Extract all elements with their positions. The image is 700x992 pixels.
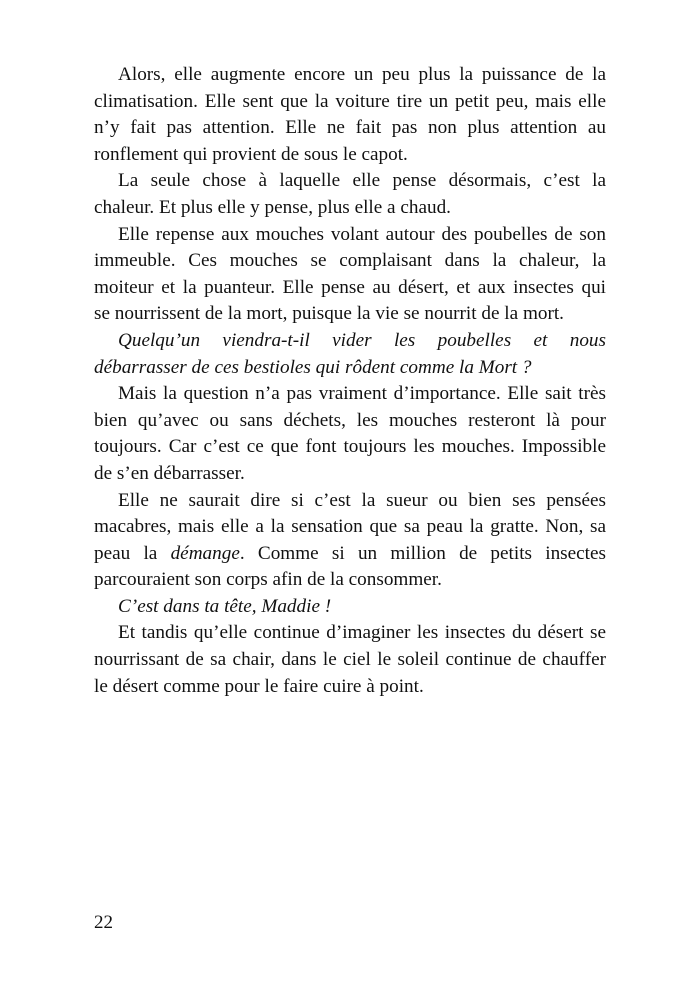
text-segment: Alors, elle augmente encore un peu plus la puissance de la — [118, 64, 606, 85]
text-segment: C’est dans ta tête, Maddie ! — [118, 595, 332, 617]
paragraph — [94, 620, 606, 700]
text-line — [94, 222, 606, 249]
paragraph — [94, 488, 606, 594]
text-line — [94, 62, 606, 89]
text-line — [94, 301, 606, 328]
paragraph — [94, 381, 606, 487]
text-segment: Elle repense aux mouches volant autour des poubelles de son — [118, 223, 606, 245]
paragraph — [94, 168, 606, 221]
paragraph — [94, 62, 606, 168]
text-segment: macabres, mais elle a la sensation que sa peau la gratte. Non, sa — [94, 516, 606, 538]
text-line — [94, 594, 606, 621]
text-segment: débarrasser de ces bestioles qui rôdent comme la Mort ? — [94, 356, 532, 378]
text-segment: immeuble. Ces mouches se complaisant dans la chaleur, la — [94, 250, 606, 272]
text-segment: Mais la question n’a pas vraiment d’importance. Elle sait très — [118, 383, 606, 405]
emphasis-text: démange — [170, 542, 240, 564]
text-segment: se nourrissent de la mort, puisque la vie se nourrit de la mort. — [94, 303, 564, 325]
text-segment: Elle ne saurait dire si c’est la sueur ou bien ses pensées — [118, 489, 606, 511]
text-line — [94, 488, 606, 515]
text-segment: peau la — [94, 542, 171, 564]
text-line — [94, 647, 606, 674]
text-segment: de s’en débarrasser. — [94, 462, 245, 484]
paragraph — [94, 328, 606, 381]
text-line — [94, 514, 606, 541]
text-line — [94, 142, 606, 169]
text-segment: le désert comme pour le faire cuire à point. — [94, 675, 424, 697]
text-segment: nourrissant de sa chair, dans le ciel le soleil continue de chauffer — [94, 649, 606, 671]
paragraph — [94, 594, 606, 621]
text-segment: ronflement qui provient de sous le capot. — [94, 143, 408, 165]
text-segment: moiteur et la puanteur. Elle pense au désert, et aux insectes qui — [94, 276, 606, 298]
text-line — [94, 620, 606, 647]
text-line — [94, 408, 606, 435]
text-line — [94, 328, 606, 355]
text-line — [94, 434, 606, 461]
text-line — [94, 381, 606, 408]
text-line — [94, 168, 606, 195]
text-segment: . Comme si un million de petits insectes — [239, 542, 606, 564]
text-segment: bien qu’avec ou sans déchets, les mouches resteront là pour — [94, 409, 606, 431]
text-line — [94, 461, 606, 488]
body-text — [94, 62, 606, 700]
text-line — [94, 115, 606, 142]
text-segment: n’y fait pas attention. Elle ne fait pas non plus attention au — [94, 117, 606, 139]
text-segment: La seule chose à laquelle elle pense désormais, c’est la — [118, 170, 606, 192]
page-number: 22 — [94, 912, 113, 933]
text-line — [94, 567, 606, 594]
text-line — [94, 355, 606, 382]
text-segment: Et tandis qu’elle continue d’imaginer les insectes du désert se — [118, 622, 606, 644]
text-line — [94, 195, 606, 222]
text-line — [94, 248, 606, 275]
text-segment: toujours. Car c’est ce que font toujours les mouches. Impossible — [94, 436, 606, 458]
text-segment: climatisation. Elle sent que la voiture tire un petit peu, mais elle — [94, 90, 606, 112]
text-segment: chaleur. Et plus elle y pense, plus elle a chaud. — [94, 196, 451, 218]
text-segment: Quelqu’un viendra-t-il vider les poubelles et nous — [118, 329, 606, 351]
text-line — [94, 89, 606, 116]
text-line — [94, 275, 606, 302]
text-line — [94, 541, 606, 568]
text-line — [94, 674, 606, 701]
text-segment: parcouraient son corps afin de la consommer. — [94, 569, 442, 591]
paragraph — [94, 222, 606, 328]
